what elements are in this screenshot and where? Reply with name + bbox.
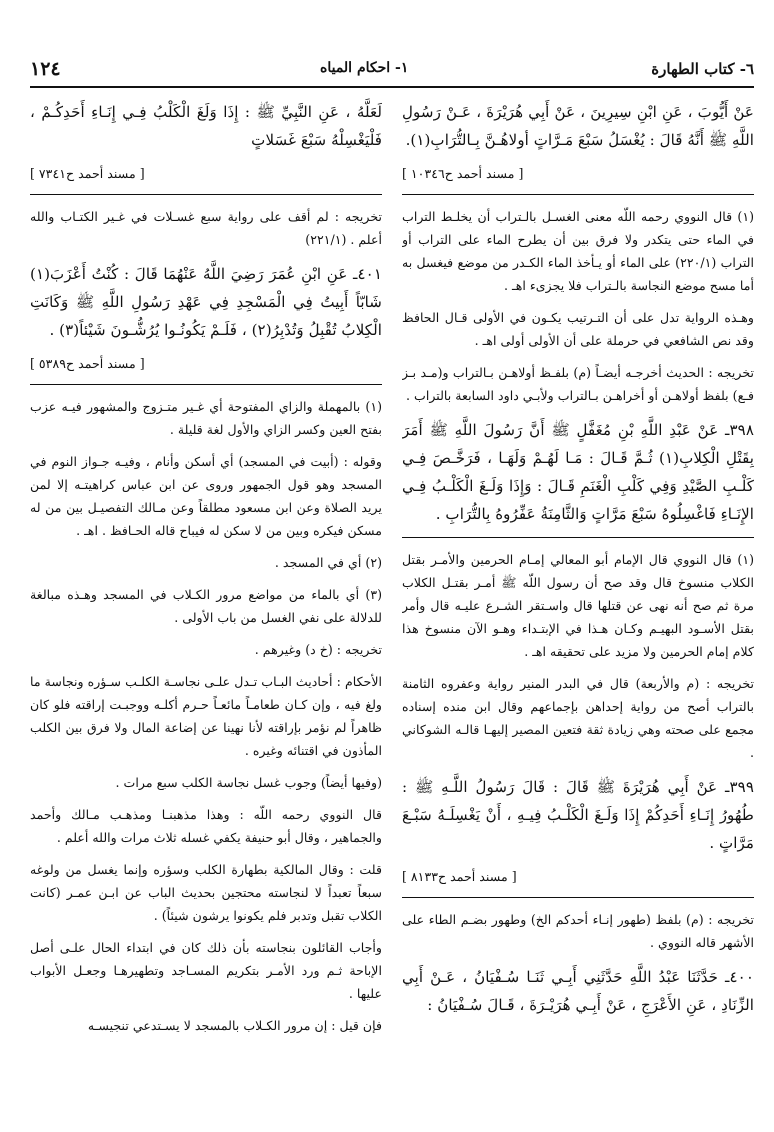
footnote-separator — [402, 897, 754, 898]
commentary-note: فإن قيل : إن مرور الكـلاب بالمسجد لا يسـتدعي تنجيسـه — [87, 1018, 382, 1033]
commentary-note: تخريجه : لم أقف على رواية سبع غسـلات في غـير الكتـاب والله أعلم . (٢٢١/١) — [30, 209, 382, 247]
commentary-note: تخريجه : (خ د) وغيرهم . — [254, 642, 382, 657]
chapter-title: ٦- كتاب الطهارة — [651, 60, 754, 78]
hadith-reference: [ مسند أحمد ح١٠٣٤٦ ] — [402, 166, 524, 181]
hadith-text: عَنْ أَيُّوبَ ، عَنِ ابْنِ سِيرِينَ ، عَنْ أَبِي هُرَيْرَةَ ، عَـنْ رَسُولِ اللَّهِ ﷺ أَنَّهُ قَالَ : يُغْسَلُ سَبْعَ مَـرَّاتٍ أولاهُـنَّ بِـالتُّرَابِ(١). — [402, 103, 754, 149]
section-title: ١- احكام المياه — [320, 60, 409, 76]
hadith-text: ٤٠٠ـ حَدَّثَنَا عَبْدُ اللَّهِ حَدَّثَنِي أَبِـي ثَنَـا سُـفْيَانُ ، عَـنْ أَبِي الزِّنَادِ ، عَنِ الأَعْرَجِ ، عَنْ أَبِـي هُرَيْـرَةَ ، قَـالَ سُـفْيَانُ : — [402, 968, 754, 1014]
commentary-note: (٣) أي بالماء من مواضع مرور الكـلاب في المسجد وهـذه مبالغة للدلالة على نفي الغسل من باب الأولى . — [30, 587, 382, 625]
commentary-note: وقوله : (أبيت في المسجد) أي أسكن وأنام ، وفيـه جـواز النوم في المسجد وهو قول الجمهور وروى عن ابن عباس كراهيتـه إلا لمن يريد الصلاة وعن ابن مسعود مطلقاً وعن مـالك التفصيـل بين من له مسكن فيكره وبين من لا سكن له فيباح قاله الحـافظ . اهـ . — [30, 454, 382, 538]
right-column — [402, 98, 754, 1108]
commentary-note: تخريجه : (م والأربعة) قال في البدر المنير رواية وعفروه الثامنة بالتراب أصح من رواية إحداهن بإجماعهم وقال ابن منده إسناده مجمع على صحته وهي زيادة ثقة فتعين المصير إليهـا قالـه الشوكاني . — [402, 676, 754, 760]
hadith-reference: [ مسند أحمد ح٥٣٨٩ ] — [30, 356, 145, 371]
hadith-text: ٣٩٨ـ عَنْ عَبْدِ اللَّهِ بْنِ مُغَفَّلٍ ﷺ أَنَّ رَسُولَ اللَّهِ ﷺ أَمَرَ بِقَتْلِ الْكِلابِ(١) ثُـمَّ قَـالَ : مَـا لَهُـمْ وَلَهَـا ، فَرَخَّـصَ فِـي كَلْـبِ الصَّيْدِ وَفِي كَلْبِ الْغَنَمِ قَـالَ : وَإِذَا وَلَـغَ الْكَلْـبُ فِـي الإِنَـاءِ فَاغْسِلُوهُ سَبْعَ مَرَّاتٍ وَالثَّامِنَةُ عَفِّرُوهُ بِالتُّرَابِ . — [402, 421, 754, 523]
commentary-note: (١) بالمهملة والزاي المفتوحة أي غـير متـزوج والمشهور فيـه عزب بفتح العين وكسر الزاي والأول لغة قليلة . — [30, 399, 382, 437]
commentary-note: (١) قال النووي قال الإمام أبو المعالي إمـام الحرمين والأمـر بقتل الكلاب منسوخ قال وقد صح أن رسول اللّه ﷺ أمـر بقتـل الكلاب مرة ثم صح أنه نهى عن قتلها قال واسـتقر الشـرع عليـه قال وأمر بقتل الأسـود البهيـم وكـان هـذا في الإبتـداء وهـو الآن منسوخ هذا كلام إمام الحرمين ولا مزيد على تحقيقه اهـ . — [402, 552, 754, 659]
commentary-note: تخريجه : الحديث أخرجـه أيضـاً (م) بلفـظ أولاهـن بـالتراب و(مـد بـز فـع) بلفظ أولاهـن أو أخراهـن بـالتراب ولأبـي داود السابعة بالتراب . — [402, 365, 754, 403]
commentary-note: (وفيها أيضاً) وجوب غسل نجاسة الكلب سبع مرات . — [115, 775, 382, 790]
hadith-text: ٣٩٩ـ عَنْ أَبِي هُرَيْرَةَ ﷺ قَالَ : قَالَ رَسُولُ اللَّـهِ ﷺ : طُهُورُ إِنَـاءِ أَحَدِكُمْ إِذَا وَلَـغَ الْكَلْـبُ فِيـهِ ، أَنْ يَغْسِلَـهُ سَبْـعَ مَرَّاتٍ . — [402, 778, 754, 852]
commentary-note: تخريجه : (م) بلفظ (طهور إنـاء أحدكم الخ) وطهور بضـم الطاء على الأشهر قاله النووي . — [402, 912, 754, 950]
commentary-note: الأحكام : أحاديث البـاب تـدل علـى نجاسـة الكلـب سـؤره ونجاسة ما ولغ فيه ، وإن كـان طعامـاً مائعـاً حـرم أكلـه ووجبـت إراقته فلو كان ظاهراً لم نؤمر بإراقته لأنا نهينا عن إضاعة المال ولا فرق بين الكلب المأذون في اقتنائه وغيره . — [30, 674, 382, 758]
commentary-note: وهـذه الرواية تدل على أن التـرتيب يكـون في الأولى قـال الحافظ وقد نص الشافعي في حرملة على أن الأولى أولى اهـ . — [402, 310, 754, 348]
hadith-text: ٤٠١ـ عَنِ ابْنِ عُمَرَ رَضِيَ اللَّهُ عَنْهُمَا قَالَ : كُنْتُ أَعْزَبَ(١) شَابّاً أَبِيتُ فِي الْمَسْجِدِ فِي عَهْدِ رَسُولِ اللَّهِ ﷺ وَكَانَتِ الْكِلابُ تُقْبِلُ وَتُدْبِرُ(٢) ، فَلَـمْ يَكُونُـوا يُرُشُّـونَ شَيْئاً(٣) . — [30, 265, 382, 339]
footnote-separator — [30, 194, 382, 195]
running-header — [30, 58, 754, 84]
footnote-separator — [402, 194, 754, 195]
hadith-reference: [ مسند أحمد ح٧٣٤١ ] — [30, 166, 145, 181]
hadith-reference: [ مسند أحمد ح٨١٣٣ ] — [402, 869, 517, 884]
footnote-separator — [30, 384, 382, 385]
commentary-note: قال النووي رحمه اللّه : وهذا مذهبنـا ومذهـب مـالك وأحمد والجماهير ، وقال أبو حنيفة يكفي غسله ثلاث مرات والله أعلم . — [30, 807, 382, 845]
footnote-separator — [402, 537, 754, 538]
page — [30, 48, 754, 1112]
hadith-text: لَعَلَّهُ ، عَنِ النَّبِيِّ ﷺ : إِذَا وَلَغَ الْكَلْبُ فِـي إِنَـاءِ أَحَدِكُـمْ ، فَلْيَغْسِلْهُ سَبْعَ غَسَلاتٍ — [30, 103, 382, 149]
left-column — [30, 98, 382, 1108]
commentary-note: (٢) أي في المسجد . — [274, 555, 382, 570]
page-number: ١٢٤ — [30, 58, 61, 80]
commentary-note: (١) قال النووي رحمه اللّه معنى الغسـل بالـتراب أن يخلـط التراب في الماء حتى يتكدر ولا فرق بين أن يطرح الماء على التراب أو التراب (٢٢٠/١) على الماء أو يـأخذ الماء الكـدر من موضع فيغسل به أما مسح موضع النجاسة بالـتراب فلا يجزىء اهـ . — [402, 209, 754, 293]
commentary-note: وأجاب القائلون بنجاسته بأن ذلك كان في ابتداء الحال علـى أصل الإباحة ثـم ورد الأمـر بتكريم المسـاجد وتطهيرهـا وجعـل الأبواب عليها . — [30, 940, 382, 1001]
header-rule — [30, 86, 754, 88]
commentary-note: قلت : وقال المالكية بطهارة الكلب وسؤره وإنما يغسل من ولوغه سبعاً تعبداً لا لنجاسته محتجين بحديث الباب عن ابـن عمـر (كانت الكلاب تقبل وتدبر فلم يكونوا يرشون شيئاً) . — [30, 862, 382, 923]
